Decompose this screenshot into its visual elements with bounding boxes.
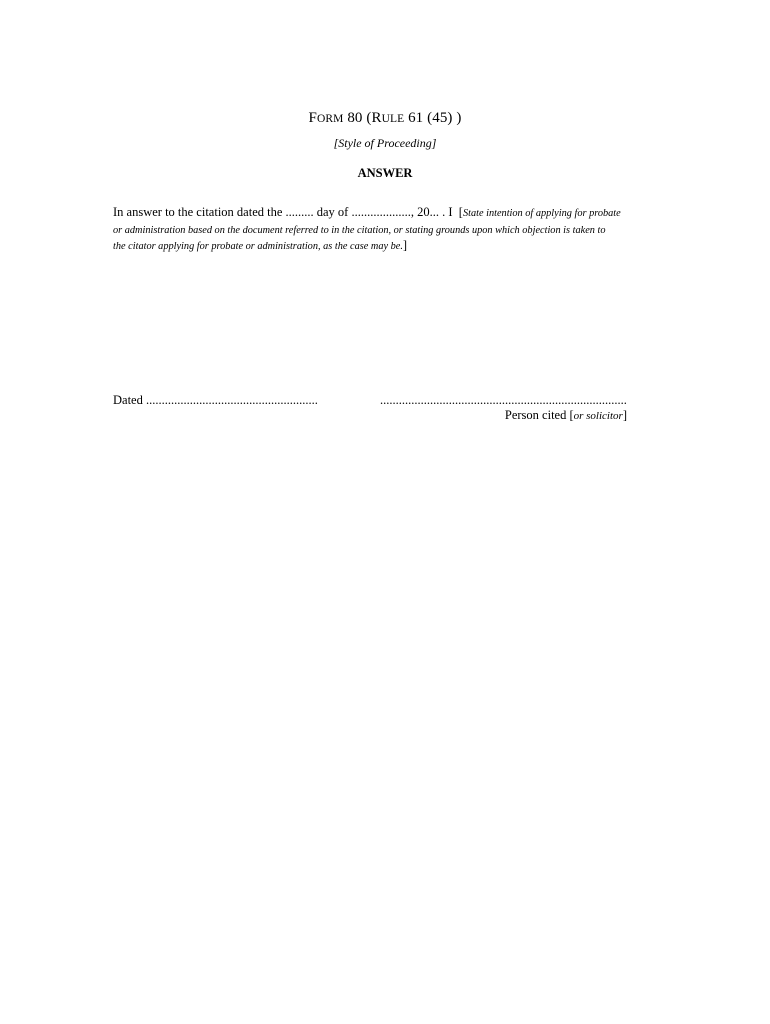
signer-italic: or solicitor (573, 410, 623, 422)
paragraph-line-3 (113, 238, 663, 255)
signer-close-bracket: ] (622, 408, 627, 422)
form-title-orm: ORM (316, 113, 344, 125)
paragraph-close-bracket: ] (402, 238, 408, 252)
form-title-ule: ULE (381, 113, 405, 125)
form-title-rule-ref: 61 (45) ) (404, 110, 462, 126)
paragraph-line-2-italic: or administration based on the document referred to in the citation, or stating grounds upon which objection is taken to (113, 224, 606, 236)
signer-label: Person cited [ (504, 408, 574, 422)
answer-heading: ANSWER (357, 166, 413, 180)
answer-paragraph (113, 205, 663, 255)
signer-caption (380, 408, 627, 423)
form-title (0, 110, 770, 127)
paragraph-line-1 (113, 205, 663, 222)
paragraph-open-bracket: [ (452, 205, 463, 219)
paragraph-line-1-italic: State intention of applying for probate (462, 208, 621, 219)
dated-field: Dated ....................................................... (113, 393, 318, 407)
form-title-r: R (371, 110, 382, 126)
paragraph-line-1-text: In answer to the citation dated the ......... day of ..................., 20... . I (113, 205, 453, 219)
form-title-f: F (308, 110, 317, 126)
form-title-number: 80 ( (343, 110, 372, 126)
signature-line: ............................................................................... (380, 393, 627, 407)
paragraph-line-3-italic: the citator applying for probate or administration, as the case may be. (113, 241, 403, 252)
style-of-proceeding: [Style of Proceeding] (333, 136, 437, 150)
paragraph-line-2 (113, 222, 663, 239)
